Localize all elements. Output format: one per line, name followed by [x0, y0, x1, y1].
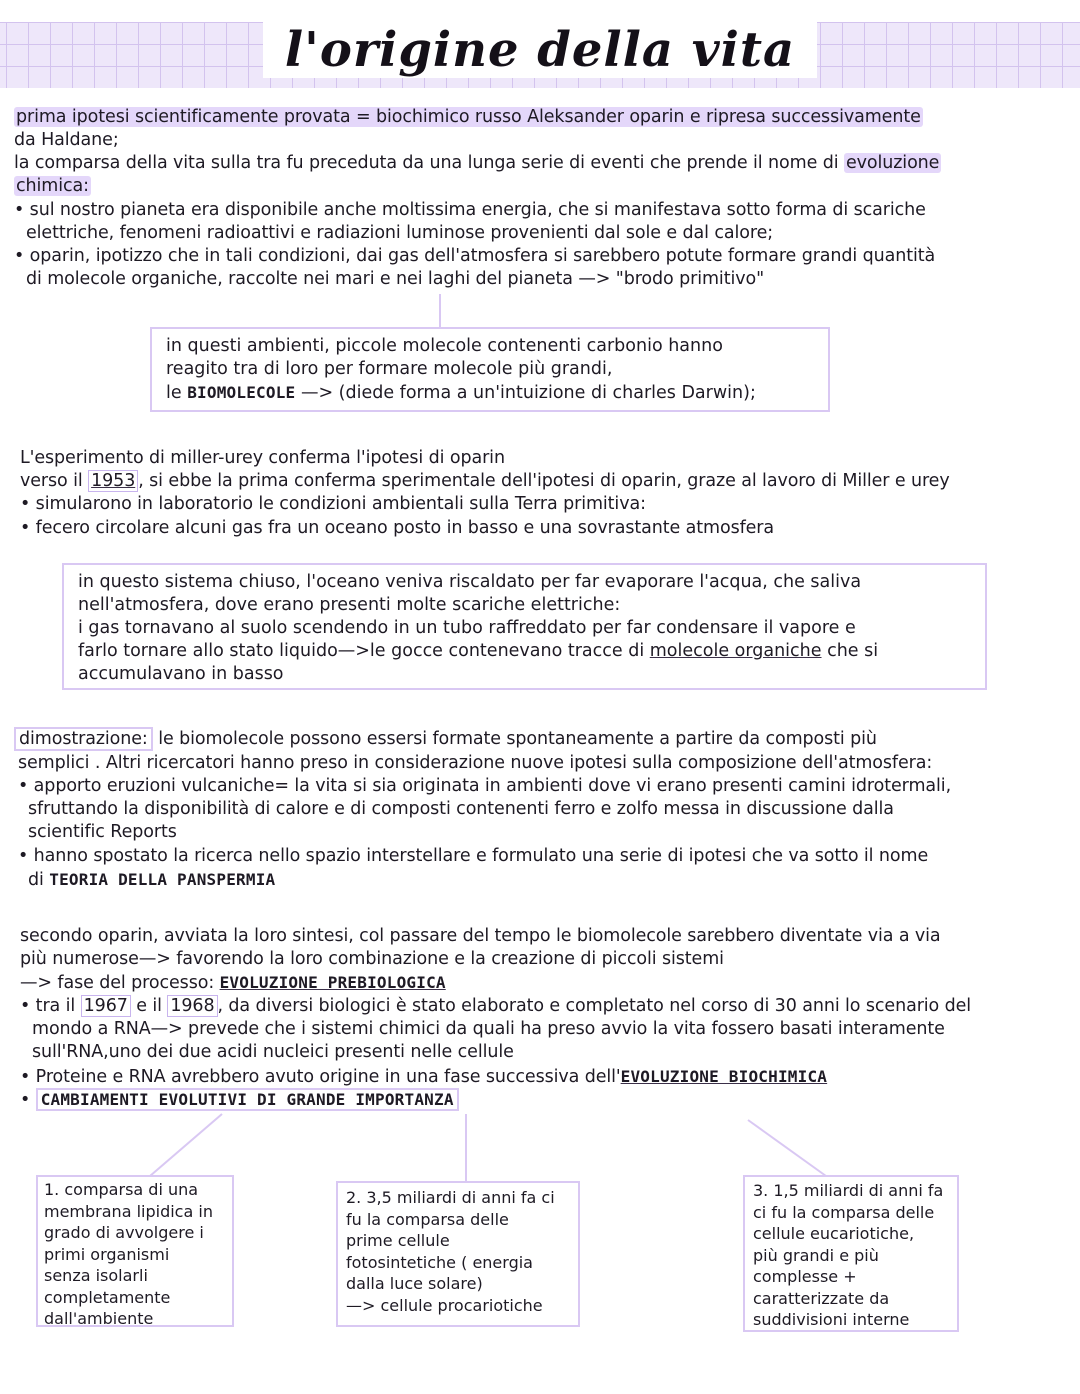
year-1967: 1967 [81, 995, 131, 1017]
card-procariotiche [336, 1181, 580, 1327]
box-line: i gas tornavano al suolo scendendo in un tubo raffreddato per far condensare il vapore e [78, 618, 856, 638]
text-line: semplici . Altri ricercatori hanno preso in considerazione nuove ipotesi sulla composizione dell'atmosfera: [18, 753, 933, 773]
box-line: reagito tra di loro per formare molecole più grandi, [166, 359, 613, 379]
text-line: elettriche, fenomeni radioattivi e radiazioni luminose provenienti dal sole e dal calore; [26, 223, 774, 243]
card-membrane [36, 1175, 234, 1327]
text-segment: la comparsa della vita sulla tra fu preceduta da una lunga serie di eventi che prende il nome di [14, 153, 844, 173]
text-line: secondo oparin, avviata la loro sintesi, col passare del tempo le biomolecole sarebbero diventate via a via [20, 926, 941, 946]
card-line: suddivisioni interne [753, 1310, 910, 1329]
section-heading: L'esperimento di miller-urey conferma l'ipotesi di oparin [20, 448, 505, 468]
card-line: fotosintetiche ( energia [346, 1252, 533, 1272]
text-line: da Haldane; [14, 130, 119, 150]
card-line: cellule eucariotiche, [753, 1224, 915, 1243]
caps-term: TEORIA DELLA PANSPERMIA [49, 870, 276, 889]
text-line: più numerose—> favorendo la loro combinazione e la creazione di piccoli sistemi [20, 949, 724, 969]
text-line: mondo a RNA—> prevede che i sistemi chimici da quali ha preso avvio la vita fossero basati interamente [32, 1019, 945, 1039]
text-segment: che si [821, 641, 879, 661]
text-line: sull'RNA,uno dei due acidi nucleici presenti nelle cellule [32, 1042, 514, 1062]
box-line: accumulavano in basso [78, 664, 284, 684]
boxed-term: dimostrazione: [14, 727, 153, 751]
bullet-line: • hanno spostato la ricerca nello spazio interstellare e formulato una serie di ipotesi che va sotto il nome [18, 846, 929, 866]
text-line: scientific Reports [28, 822, 177, 842]
box-line: nell'atmosfera, dove erano presenti molte scariche elettriche: [78, 595, 621, 615]
card-line: completamente [44, 1287, 171, 1307]
card-line: 1. comparsa di una [44, 1180, 199, 1199]
connector-line [150, 1114, 222, 1176]
year-1953: 1953 [88, 470, 138, 492]
card-line: fu la comparsa delle [346, 1209, 509, 1229]
text-segment: • [20, 1090, 36, 1110]
text-segment: • Proteine e RNA avrebbero avuto origine in una fase successiva dell' [20, 1067, 621, 1087]
text-segment: , si ebbe la prima conferma sperimentale dell'ipotesi di oparin, graze al lavoro di Miller e urey [138, 471, 950, 491]
boxed-caps-term: CAMBIAMENTI EVOLUTIVI DI GRANDE IMPORTANZA [36, 1088, 459, 1111]
card-line: 3. 1,5 miliardi di anni fa [753, 1181, 944, 1200]
text-line: di molecole organiche, raccolte nei mari e nei laghi del pianeta —> "brodo primitivo" [26, 269, 765, 289]
card-line: —> cellule procariotiche [346, 1295, 543, 1315]
text-segment: le biomolecole possono essersi formate spontaneamente a partire da composti più [152, 729, 877, 749]
box-line: in questo sistema chiuso, l'oceano veniva riscaldato per far evaporare l'acqua, che saliva [78, 572, 862, 592]
card-line: 2. 3,5 miliardi di anni fa ci [346, 1188, 555, 1207]
connector-line [748, 1120, 826, 1176]
card-line: primi organismi [44, 1244, 170, 1264]
caps-term: EVOLUZIONE BIOCHIMICA [620, 1067, 828, 1086]
card-line: più grandi e più [753, 1245, 879, 1265]
page-title: l'origine della vita [0, 18, 1080, 82]
card-eucariotiche [743, 1175, 959, 1332]
text-segment: —> (diede forma a un'intuizione di charles Darwin); [295, 383, 756, 403]
card-line: ci fu la comparsa delle [753, 1202, 935, 1222]
card-line: dalla luce solare) [346, 1274, 483, 1293]
card-line: complesse + [753, 1267, 857, 1286]
card-line: grado di avvolgere i [44, 1223, 204, 1242]
text-segment: le [166, 383, 188, 403]
text-segment: —> fase del processo: [20, 973, 220, 993]
text-segment: farlo tornare allo stato liquido—>le gocce contenevano tracce di [78, 641, 650, 661]
text-line: sfruttando la disponibilità di calore e di composti contenenti ferro e zolfo messa in discussione dalla [28, 799, 894, 819]
bullet-line: • sul nostro pianeta era disponibile anche moltissima energia, che si manifestava sotto forma di scariche [14, 200, 926, 220]
text-segment: e il [130, 996, 168, 1016]
box-line: in questi ambienti, piccole molecole contenenti carbonio hanno [166, 336, 723, 356]
caps-term: EVOLUZIONE PREBIOLOGICA [219, 973, 446, 992]
bullet-line: • simularono in laboratorio le condizioni ambientali sulla Terra primitiva: [20, 494, 646, 514]
text-segment: di [28, 870, 50, 890]
card-line: prime cellule [346, 1231, 450, 1250]
text-segment: • tra il [20, 996, 81, 1016]
bullet-line: • apporto eruzioni vulcaniche= la vita si sia originata in ambienti dove vi erano presenti camini idrotermali, [18, 776, 952, 796]
card-line: senza isolarli [44, 1266, 148, 1285]
card-line: caratterizzate da [753, 1288, 890, 1308]
year-1968: 1968 [167, 995, 217, 1017]
caps-term: BIOMOLECOLE [187, 383, 296, 402]
text-segment: verso il [20, 471, 89, 491]
bullet-line: • oparin, ipotizzo che in tali condizioni, dai gas dell'atmosfera si sarebbero potute formare grandi quantità [14, 246, 936, 266]
card-line: dall'ambiente [44, 1309, 154, 1328]
text-line-body: prima ipotesi scientificamente provata = biochimico russo Aleksander oparin e ripresa successivamente [16, 107, 921, 127]
underlined-term: molecole organiche [649, 641, 822, 661]
highlighted-term: chimica: [16, 176, 89, 196]
bullet-line: • fecero circolare alcuni gas fra un oceano posto in basso e una sovrastante atmosfera [20, 518, 775, 538]
highlighted-term: evoluzione [845, 153, 940, 173]
card-line: membrana lipidica in [44, 1201, 213, 1221]
text-segment: , da diversi biologici è stato elaborato e completato nel corso di 30 anni lo scenario del [217, 996, 972, 1016]
